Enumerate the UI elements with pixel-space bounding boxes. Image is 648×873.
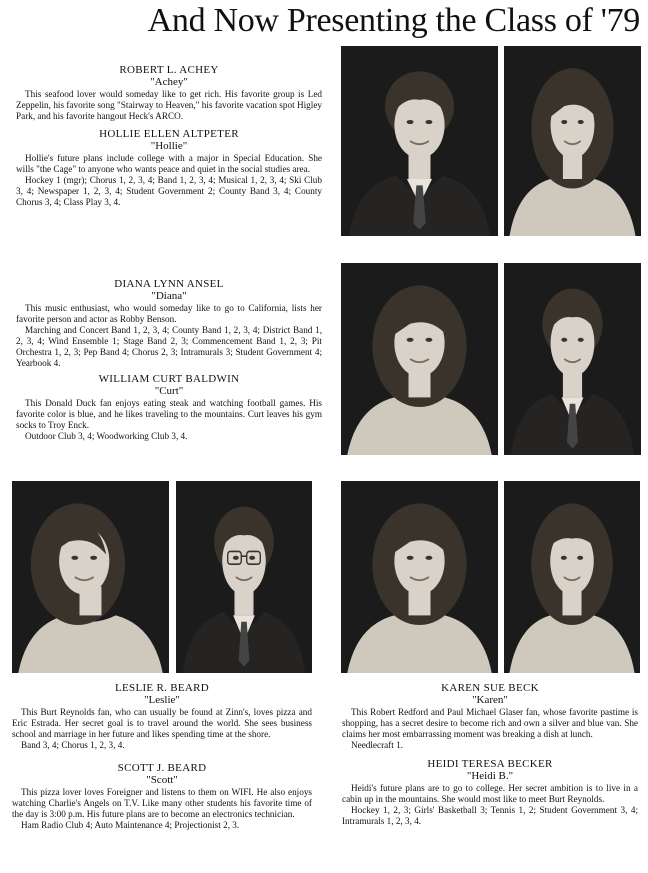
- senior-bio: This music enthusiast, who would someday like to go to California, lists her favorite person and actor as Robby Benson.: [16, 303, 322, 324]
- senior-name: KAREN SUE BECK: [441, 682, 539, 694]
- senior-activities: Marching and Concert Band 1, 2, 3, 4; County Band 1, 2, 3, 4; District Band 1, 2, 3, 4; Wind Ensemble 1; Stage Band 2, 3; Commencement Band 1, 2, 3; Pit Orchestra 1, 2, 3; Pep Band 4; Chorus 2, 3; Intramurals 3; Student Government 4; Yearbook 4.: [16, 325, 322, 368]
- senior-entry-karen-beck: [342, 682, 638, 751]
- portrait-photo-william-baldwin: [504, 263, 641, 455]
- senior-bio: Hollie's future plans include college with a major in Special Education. She wills "the Cage" to anyone who wants peace and quiet in the social studies area.: [16, 153, 322, 174]
- senior-name: HOLLIE ELLEN ALTPETER: [99, 128, 239, 140]
- senior-name: LESLIE R. BEARD: [114, 682, 210, 694]
- portrait-photo-scott-beard: [176, 481, 312, 673]
- senior-activities: Ham Radio Club 4; Auto Maintenance 4; Projectionist 2, 3.: [21, 820, 240, 830]
- senior-activities: Hockey 1, 2, 3; Girls' Basketball 3; Tennis 1, 2; Student Government 3, 4; Intramurals 1, 2, 3, 4.: [342, 805, 638, 826]
- senior-bio: This pizza lover loves Foreigner and listens to them on WIFI. He also enjoys watching Charlie's Angels on T.V. Like many other students his favorite time of the day is 3:00 p.m. His future plans are to become an electronics technician.: [12, 787, 312, 819]
- portrait-photo-hollie-altpeter: [504, 46, 641, 236]
- portrait-photo-heidi-becker: [504, 481, 640, 673]
- senior-bio: This Burt Reynolds fan, who can usually be found at Zinn's, loves pizza and Eric Estrada. Her secret goal is to travel around the world. She sees business school and marriage in her future and likes spending time at the shore.: [12, 707, 312, 739]
- senior-nickname: "Hollie": [150, 140, 188, 152]
- senior-entry-diana-ansel: [16, 278, 322, 369]
- senior-nickname: "Diana": [151, 290, 187, 302]
- senior-activities: Band 3, 4; Chorus 1, 2, 3, 4.: [21, 740, 125, 750]
- senior-activities: Hockey 1 (mgr); Chorus 1, 2, 3, 4; Band 1, 2, 3, 4; Musical 1, 2, 3, 4; Ski Club 3, 4; Newspaper 1, 2, 3, 4; Student Government 2; County Band 3, 4; County Chorus 3, 4; Class Play 3, 4.: [16, 175, 322, 207]
- portrait-photo-diana-ansel: [341, 263, 498, 455]
- senior-name: WILLIAM CURT BALDWIN: [98, 373, 240, 385]
- senior-activities: Outdoor Club 3, 4; Woodworking Club 3, 4.: [25, 431, 188, 441]
- senior-entry-robert-achey: [16, 64, 322, 122]
- senior-name: SCOTT J. BEARD: [117, 762, 207, 774]
- senior-entry-hollie-altpeter: [16, 128, 322, 208]
- senior-entry-william-baldwin: [16, 373, 322, 442]
- senior-nickname: "Heidi B.": [466, 770, 514, 782]
- senior-name: DIANA LYNN ANSEL: [114, 278, 224, 290]
- senior-name: HEIDI TERESA BECKER: [427, 758, 553, 770]
- senior-nickname: "Karen": [472, 694, 508, 706]
- senior-nickname: "Achey": [150, 76, 188, 88]
- senior-nickname: "Scott": [146, 774, 178, 786]
- senior-bio: This seafood lover would someday like to get rich. His favorite group is Led Zeppelin, his favorite song "Stairway to Heaven," his favorite vacation spot Higley Park, and his favorite hangout Heck's ARCO.: [16, 89, 322, 121]
- page-title: And Now Presenting the Class of '79: [147, 2, 640, 39]
- portrait-photo-robert-achey: [341, 46, 498, 236]
- senior-bio: This Robert Redford and Paul Michael Glaser fan, whose favorite pastime is shopping, has a secret desire to become rich and own a silver and blue van. She claims her most embarrassing moment was breaking a dish at lunch.: [342, 707, 638, 739]
- portrait-photo-leslie-beard: [12, 481, 169, 673]
- senior-entry-leslie-beard: [12, 682, 312, 751]
- senior-bio: This Donald Duck fan enjoys eating steak and watching football games. His favorite color is blue, and he likes traveling to the mountains. Curt leaves his gym socks to Troy Enck.: [16, 398, 322, 430]
- senior-nickname: "Curt": [154, 385, 184, 397]
- senior-nickname: "Leslie": [144, 694, 180, 706]
- senior-bio: Heidi's future plans are to go to college. Her secret ambition is to live in a cabin up in the mountains. She would most like to meet Burt Reynolds.: [342, 783, 638, 804]
- portrait-photo-karen-beck: [341, 481, 498, 673]
- senior-entry-scott-beard: [12, 762, 312, 831]
- senior-name: ROBERT L. ACHEY: [119, 64, 219, 76]
- senior-activities: Needlecraft 1.: [351, 740, 404, 750]
- senior-entry-heidi-becker: [342, 758, 638, 827]
